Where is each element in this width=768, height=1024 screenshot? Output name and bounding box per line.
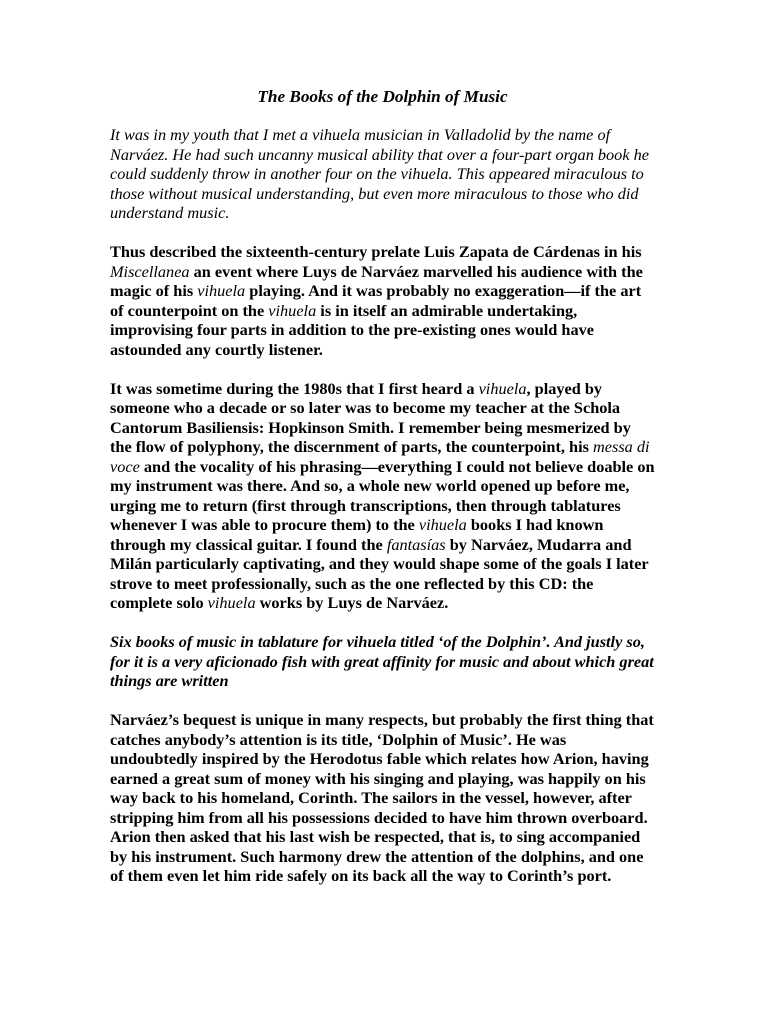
paragraph-1-text-g: is in itself an admirable undertaking, improvising four parts in addition to the pre-existing ones would have astounded any courtly listener. — [110, 300, 594, 359]
paragraph-1-text-a: Thus described the sixteenth-century prelate Luis Zapata de Cárdenas in his — [110, 242, 642, 261]
paragraph-2-text-k: works by Luys de Narváez. — [255, 593, 449, 612]
paragraph-2-text-g: books I had known through my classical guitar. I found the — [110, 515, 604, 554]
paragraph-1 — [110, 242, 655, 359]
paragraph-1-miscellanea: Miscellanea — [110, 261, 190, 281]
paragraph-1-vihuela-1: vihuela — [197, 281, 246, 300]
paragraph-2-vihuela-1: vihuela — [478, 378, 527, 398]
paragraph-3: Narváez’s bequest is unique in many respects, but probably the first thing that catches anybody’s attention is its title, ‘Dolphin of Music’. He was undoubtedly inspired by the Herodotus fable which relates how Arion, having earned a great sum of money with his singing and playing, was happily on his way back to his homeland, Corinth. The sailors in the vessel, however, after stripping him from all his possessions decided to have him thrown overboard. Arion then asked that his last wish be respected, that is, to sing accompanied by his instrument. Such harmony drew the attention of the dolphins, and one of them even let him ride safely on its back all the way to Corinth’s port. — [110, 710, 654, 885]
paragraph-2-text-c: , played by someone who a decade or so later was to become my teacher at the Schola Cantorum Basiliensis: Hopkinson Smith. I remember being mesmerized by the flow of polyphony, the discernment of parts, the counterpoint, his — [110, 378, 631, 456]
document-page — [110, 86, 655, 905]
paragraph-2-text-a: It was sometime during the 1980s that I first heard a — [110, 378, 479, 398]
section-heading: Six books of music in tablature for vihuela titled ‘of the Dolphin’. And justly so, for it is a very aficionado fish with great affinity for music and about which great things are written — [110, 632, 654, 690]
paragraph-2-vihuela-2: vihuela — [418, 515, 467, 534]
paragraph-2-messa-di-voce: messa di voce — [110, 437, 650, 476]
paragraph-2-text-i: by Narváez, Mudarra and Milán particularly captivating, and they would shape some of the goals I later strove to meet professionally, such as the one reflected by this CD: the complete solo — [110, 534, 649, 612]
document-title: The Books of the Dolphin of Music — [257, 87, 508, 106]
paragraph-2-fantasias: fantasías — [386, 534, 446, 554]
paragraph-1-vihuela-2: vihuela — [268, 300, 317, 320]
paragraph-2-text-e: and the vocality of his phrasing—everything I could not believe doable on my instrument was there. And so, a whole new world opened up before me, urging me to return (first through transcriptions, then through tablatures whenever I was able to procure them) to the — [110, 456, 655, 534]
paragraph-2-vihuela-3: vihuela — [207, 593, 256, 612]
paragraph-2 — [110, 379, 655, 613]
paragraph-1-text-c: an event where Luys de Narváez marvelled his audience with the magic of his — [110, 261, 643, 300]
opening-quote-text: It was in my youth that I met a vihuela musician in Valladolid by the name of Narváez. He had such uncanny musical ability that over a four-part organ book he could suddenly throw in another four on the vihuela. This appeared miraculous to those without musical understanding, but even more miraculous to those who did understand music. — [110, 125, 649, 222]
opening-quote — [110, 125, 655, 223]
paragraph-1-text-e: playing. And it was probably no exaggeration—if the art of counterpoint on the — [110, 281, 642, 320]
